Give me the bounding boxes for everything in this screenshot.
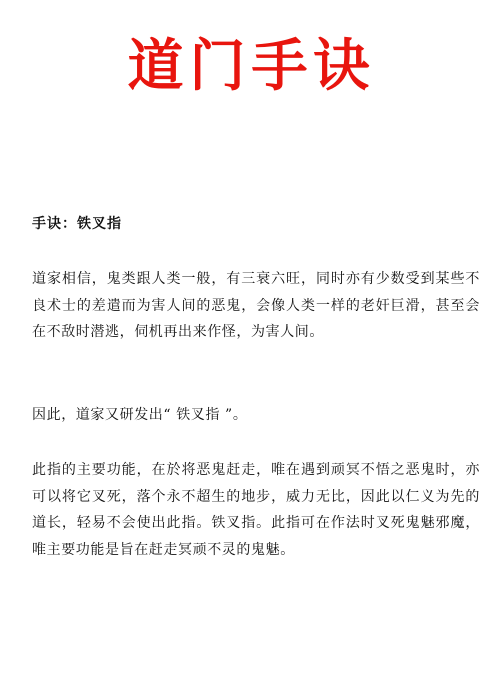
document-title: 道门手诀: [127, 33, 376, 99]
paragraph-3: 此指的主要功能，在於将恶鬼赶走，唯在遇到顽冥不悟之恶鬼时，亦可以将它叉死，落个永不超生的地步，威力无比，因此以仁义为先的道长，轻易不会使出此指。铁叉指。此指可在作法时叉死鬼魅邪魔，唯主要功能是旨在赶走冥顽不灵的鬼魅。: [32, 462, 480, 558]
paragraph-1: 道家相信，鬼类跟人类一般，有三衰六旺，同时亦有少数受到某些不良术士的差遣而为害人间的恶鬼，会像人类一样的老奸巨滑，甚至会在不敌时潜逃，伺机再出来作怪，为害人间。: [32, 271, 480, 340]
paragraph-2: 因此，道家又研发出“ 铁叉指 ”。: [32, 407, 248, 423]
section-heading: 手诀：铁叉指: [32, 216, 122, 232]
